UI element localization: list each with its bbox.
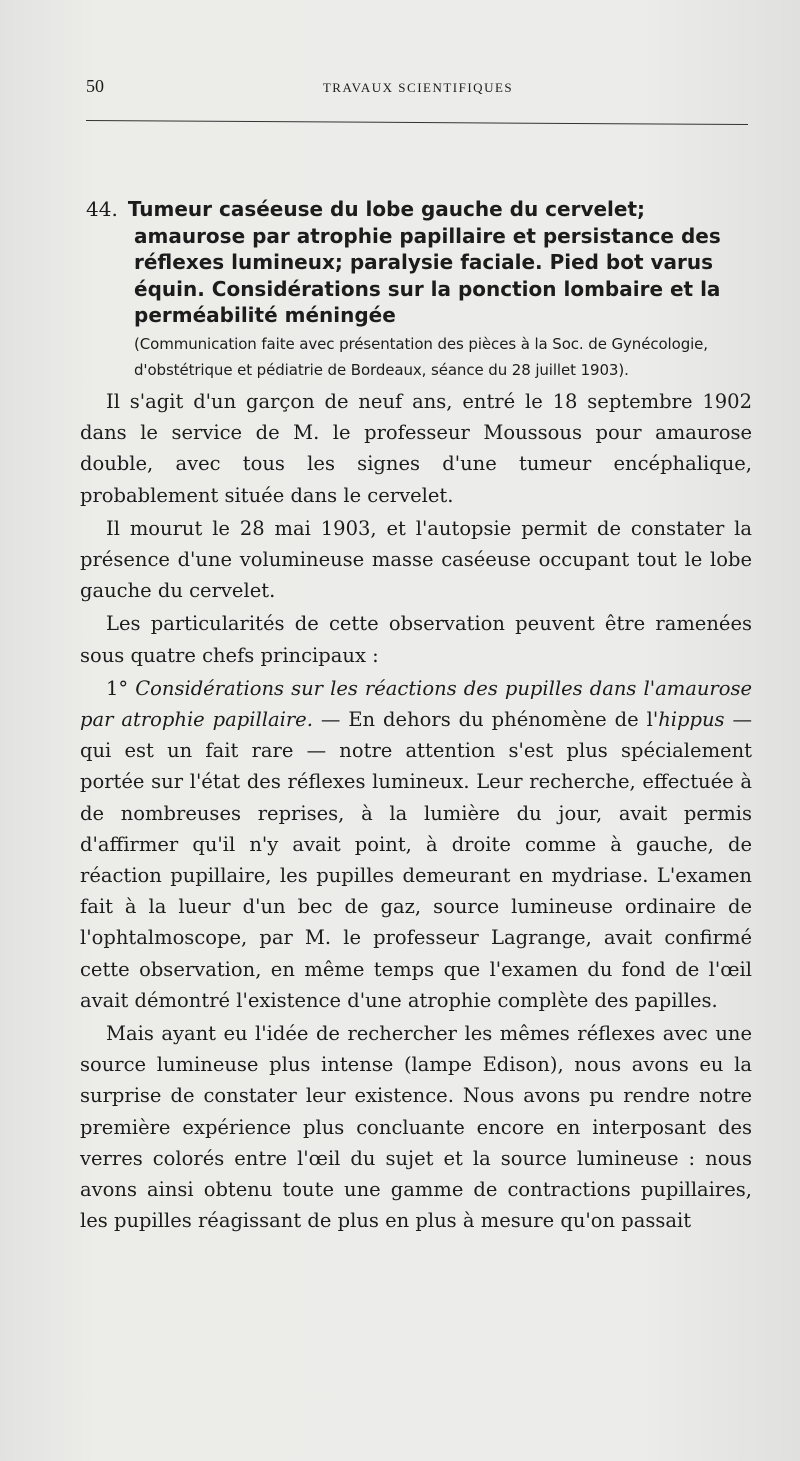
page-number: 50 (86, 76, 104, 96)
paragraph-4-hippus: hippus (658, 708, 725, 732)
entry-number: 44. (86, 197, 118, 221)
entry-title-block (86, 196, 762, 329)
paragraph-4-mid: — En dehors du phénomène de l' (312, 708, 659, 732)
body-text (80, 386, 752, 1236)
running-title: TRAVAUX SCIENTIFIQUES (322, 80, 514, 95)
paragraph-4-heading: Considérations sur les réactions des pupilles dans l'amaurose par atrophie papillaire. (80, 676, 752, 732)
paragraph-1: Il s'agit d'un garçon de neuf ans, entré le 18 septembre 1902 dans le service de M. le professeur Moussous pour amaurose double, avec tous les signes d'une tumeur encéphalique, probablement située dans le cervelet. (80, 390, 752, 507)
paragraph-4-lead: 1° (106, 676, 136, 700)
paragraph-2: Il mourut le 28 mai 1903, et l'autopsie permit de constater la présence d'une volumineuse masse caséeuse occupant tout le lobe gauche du cervelet. (80, 516, 752, 603)
entry-heading (86, 196, 762, 383)
entry-note: (Communication faite avec présentation des pièces à la Soc. de Gynécologie, d'obstétrique et pédiatrie de Bordeaux, séance du 28 juillet 1903). (134, 334, 708, 379)
header-rule (86, 120, 748, 125)
paragraph-4 (80, 673, 752, 1016)
page-header (86, 76, 750, 100)
entry-title: Tumeur caséeuse du lobe gauche du cervelet; amaurose par atrophie papillaire et persistance des réflexes lumineux; paralysie faciale. Pied bot varus équin. Considérations sur la ponction lombaire et la perméabilité méningée (127, 197, 721, 327)
paragraph-4-rest: — qui est un fait rare — notre attention s'est plus spécialement portée sur l'état des réflexes lumineux. Leur recherche, effectuée à de nombreuses reprises, à la lumière du jour, avait permis d'affirmer qu'il n'y avait point, à droite comme à gauche, de réaction pupillaire, les pupilles demeurant en mydriase. L'examen fait à la lueur d'un bec de gaz, source lumineuse ordinaire de l'ophtalmoscope, par M. le professeur Lagrange, avait confirmé cette observation, en même temps que l'examen du fond de l'œil avait démontré l'existence d'une atrophie complète des papilles. (80, 708, 752, 1012)
paragraph-5: Mais ayant eu l'idée de rechercher les mêmes réflexes avec une source lumineuse plus intense (lampe Edison), nous avons eu la surprise de constater leur existence. Nous avons pu rendre notre première expérience plus concluante encore en interposant des verres colorés entre l'œil du sujet et la source lumineuse : nous avons ainsi obtenu toute une gamme de contractions pupillaires, les pupilles réagissant de plus en plus à mesure qu'on passait (80, 1022, 752, 1233)
paragraph-3: Les particularités de cette observation peuvent être ramenées sous quatre chefs principaux : (80, 612, 752, 667)
